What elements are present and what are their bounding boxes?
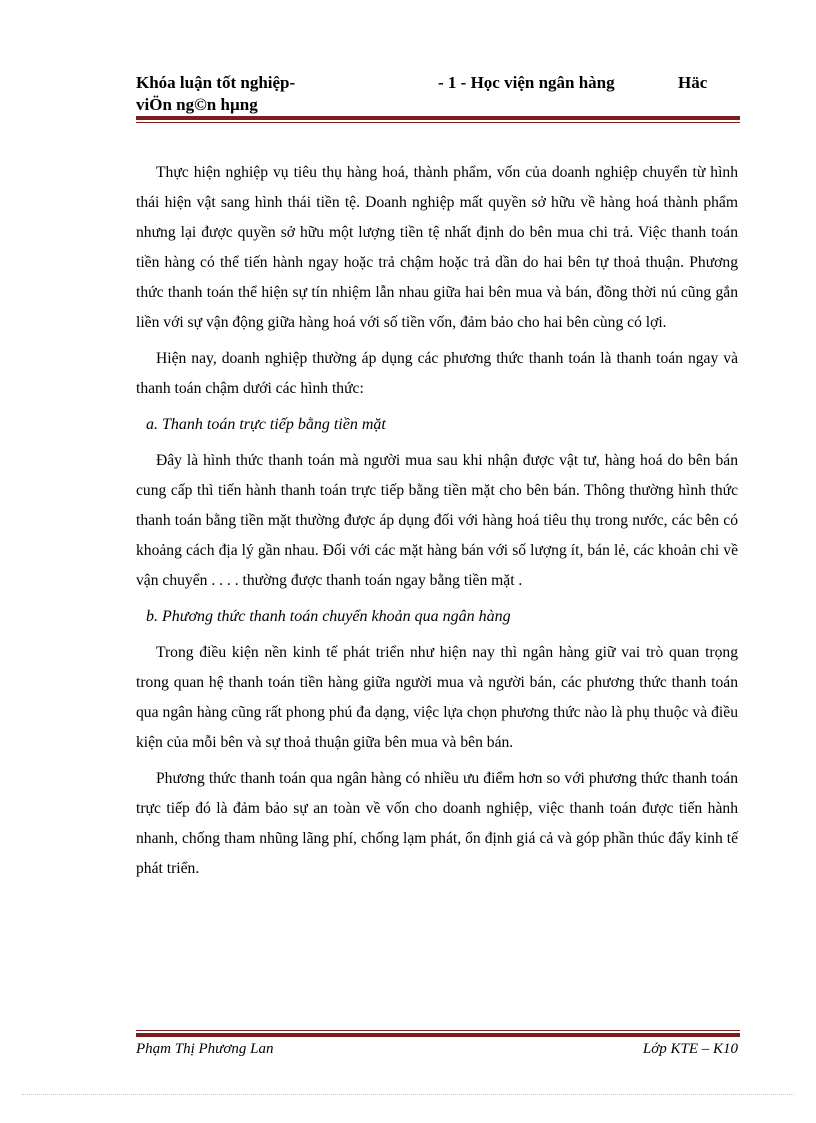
header-rule-thick	[136, 116, 740, 120]
paragraph: Trong điều kiện nền kinh tế phát triển như hiện nay thì ngân hàng giữ vai trò quan trọng trong quan hệ thanh toán tiền hàng giữa người mua và người bán, các phương thức thanh toán qua ngân hàng cũng rất phong phú đa dạng, việc lựa chọn phương thức nào là phụ thuộc và điều kiện của mỗi bên và sự thoả thuận giữa bên mua và bên bán.	[136, 644, 738, 751]
section-heading-b: b. Phương thức thanh toán chuyển khoản qua ngân hàng	[146, 608, 511, 625]
page-edge-line	[22, 1094, 794, 1095]
paragraph: Hiện nay, doanh nghiệp thường áp dụng các phương thức thanh toán là thanh toán ngay và thanh toán chậm dưới các hình thức:	[136, 350, 738, 397]
header-page-number: - 1 - Học viện ngân hàng	[438, 73, 615, 92]
main-content	[136, 158, 738, 890]
header-institute-garbled: viÖn ng©n hµng	[136, 95, 258, 114]
header-rule-thin	[136, 122, 740, 123]
footer-class: Lớp KTE – K10	[642, 1041, 738, 1057]
paragraph: Đây là hình thức thanh toán mà người mua sau khi nhận được vật tư, hàng hoá do bên bán cung cấp thì tiến hành thanh toán trực tiếp bằng tiền mặt cho bên bán. Thông thường hình thức thanh toán bằng tiền mặt thường được áp dụng đối với hàng hoá tiêu thụ trong nước, các bên có khoảng cách địa lý gần nhau. Đối với các mặt hàng bán với số lượng ít, bán lẻ, các khoản chi về vận chuyển . . . . thường được thanh toán ngay bằng tiền mặt .	[136, 452, 738, 589]
paragraph: Thực hiện nghiệp vụ tiêu thụ hàng hoá, thành phẩm, vốn của doanh nghiệp chuyển từ hình thái hiện vật sang hình thái tiền tệ. Doanh nghiệp mất quyền sở hữu về hàng hoá thành phẩm nhưng lại được quyền sở hữu một lượng tiền tệ nhất định do bên mua chi trả. Việc thanh toán tiền hàng có thể tiến hành ngay hoặc trả chậm hoặc trả dần do hai bên tự thoả thuận. Phương thức thanh toán thể hiện sự tín nhiệm lẫn nhau giữa hai bên mua và bán, đồng thời nú cũng gắn liền với sự vận động giữa hàng hoá với số tiền vốn, đảm bảo cho hai bên cùng có lợi.	[136, 164, 738, 331]
header-right-fragment: Häc	[678, 73, 708, 92]
header-thesis-title: Khóa luận tốt nghiệp-	[136, 73, 296, 92]
footer-rule-thick	[136, 1033, 740, 1037]
paragraph: Phương thức thanh toán qua ngân hàng có nhiều ưu điểm hơn so với phương thức thanh toán trực tiếp đó là đảm bảo sự an toàn về vốn cho doanh nghiệp, việc thanh toán được tiến hành nhanh, chống tham nhũng lãng phí, chống lạm phát, ổn định giá cả và góp phần thúc đẩy kinh tế phát triển.	[136, 770, 738, 877]
footer-author: Phạm Thị Phương Lan	[136, 1041, 274, 1057]
section-heading-a: a. Thanh toán trực tiếp bằng tiền mặt	[146, 416, 386, 433]
page-header	[136, 72, 740, 120]
footer-rule-thin	[136, 1030, 740, 1031]
